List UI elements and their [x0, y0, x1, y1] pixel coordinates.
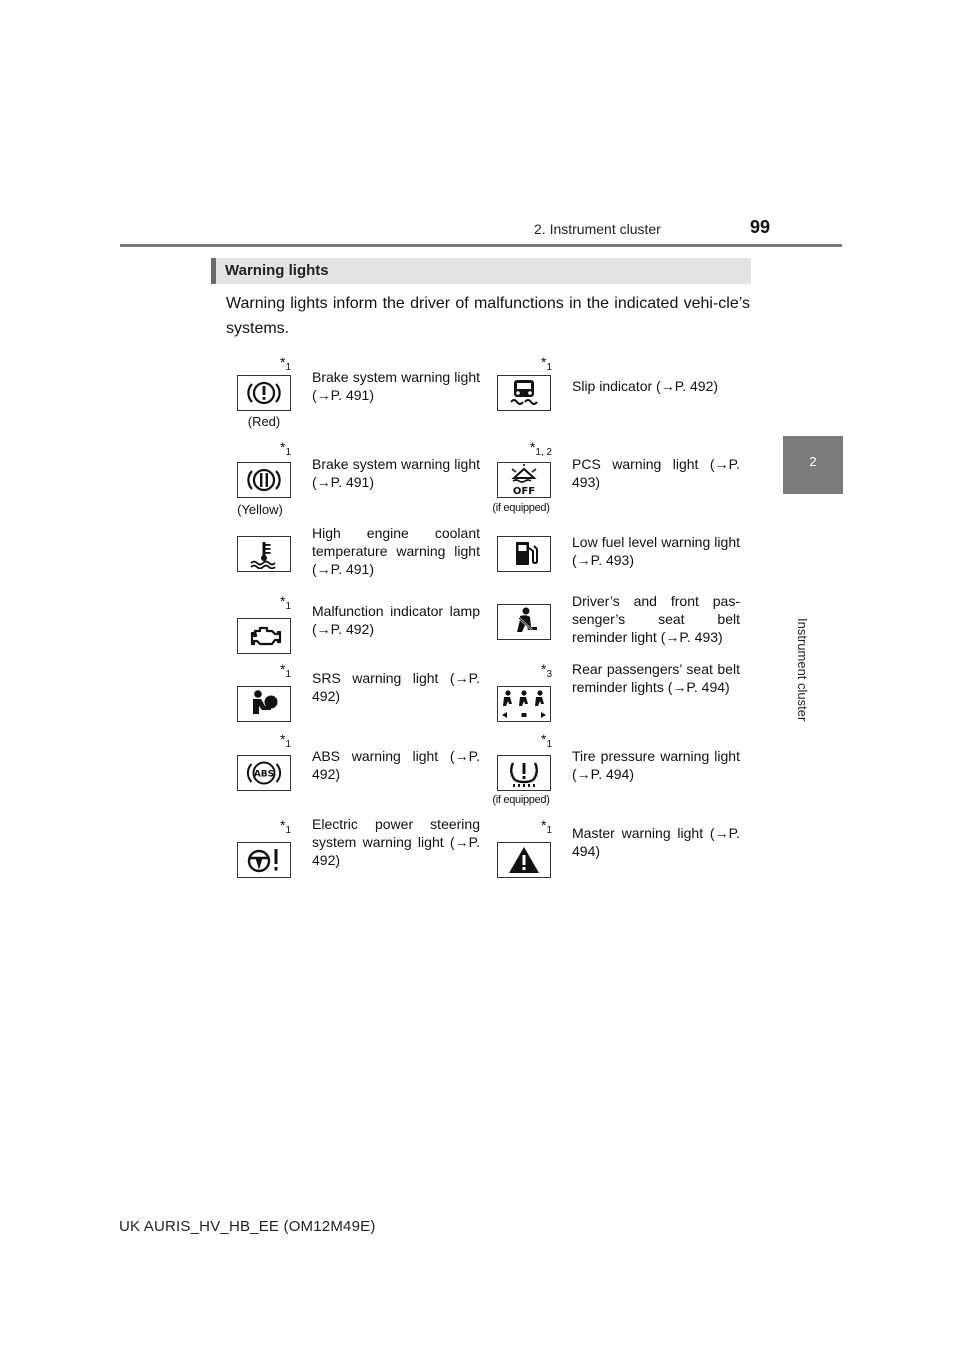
chapter-number: 2: [809, 454, 817, 469]
chapter-title: Instrument cluster: [795, 618, 810, 722]
light-description: Driver’s and front pas-senger’s seat belt reminder light (→P. 493): [572, 593, 740, 645]
steering-wheel-icon: [244, 845, 284, 875]
light-description: SRS warning light (→P. 492): [312, 670, 480, 704]
if-equipped-note: (if equipped): [492, 794, 550, 806]
pcs-off-icon: [504, 464, 544, 496]
brake-circle-icon: [244, 378, 284, 408]
slip-indicator-box: [497, 375, 551, 411]
low-fuel-box: [497, 536, 551, 572]
light-description: Electric power steering system warning light (→P. 492): [312, 816, 480, 868]
light-color-caption: (Red): [247, 414, 281, 429]
light-description: Brake system warning light (→P. 491): [312, 456, 480, 490]
section-heading-accent: [211, 258, 216, 284]
model-code-footer: UK AURIS_HV_HB_EE (OM12M49E): [119, 1218, 376, 1235]
brake-circle-icon: [244, 465, 284, 495]
fuel-pump-icon: [504, 539, 544, 569]
section-heading-bar: [211, 258, 751, 284]
malfunction-indicator-box: [237, 618, 291, 654]
light-description: Rear passengers’ seat belt reminder lights (→P. 494): [572, 661, 740, 695]
light-description: Brake system warning light (→P. 491): [312, 369, 480, 403]
footnote-marker: $*_1$: [279, 817, 291, 836]
brake-warning-yellow-box: [237, 462, 291, 498]
footnote-marker: $*_1$: [279, 354, 291, 373]
power-steering-warning-box: [237, 842, 291, 878]
seat-belt-icon: [504, 606, 544, 638]
light-description: ABS warning light (→P. 492): [312, 748, 480, 782]
rear-seat-belts-icon: [499, 688, 549, 720]
light-description: Slip indicator (→P. 492): [572, 378, 719, 394]
svg-text:OFF: OFF: [512, 486, 536, 496]
light-description: Malfunction indicator lamp (→P. 492): [312, 603, 480, 637]
light-color-caption: (Yellow): [237, 502, 283, 517]
section-intro: Warning lights inform the driver of malfunctions in the indicated vehi-cle’s systems.: [226, 295, 750, 337]
footnote-marker: $*_{1, 2}$: [529, 439, 552, 458]
light-description: Master warning light (→P. 494): [572, 825, 740, 859]
abs-icon: [244, 758, 284, 788]
brake-warning-red-box: [237, 375, 291, 411]
section-title: Warning lights: [225, 262, 329, 279]
tire-pressure-icon: [504, 757, 544, 789]
footnote-marker: $*_1$: [279, 661, 291, 680]
engine-icon: [244, 621, 284, 651]
footnote-marker: $*_1$: [279, 439, 291, 458]
footnote-marker: $*_1$: [540, 354, 552, 373]
if-equipped-note: (if equipped): [492, 502, 550, 514]
footnote-marker: $*_1$: [279, 731, 291, 750]
light-description: Low fuel level warning light (→P. 493): [572, 534, 740, 568]
footnote-marker: $*_3$: [540, 661, 552, 680]
chapter-side-label: [795, 470, 826, 722]
light-description: High engine coolant temperature warning light (→P. 491): [312, 525, 480, 577]
footnote-marker: $*_1$: [540, 817, 552, 836]
coolant-temperature-box: [237, 536, 291, 572]
rear-seat-belt-reminder-box: [497, 686, 551, 722]
light-description: PCS warning light (→P. 493): [572, 456, 740, 490]
pcs-warning-box: [497, 462, 551, 498]
srs-warning-box: [237, 686, 291, 722]
coolant-temperature-icon: [244, 539, 284, 569]
header-rule: [120, 244, 842, 247]
abs-warning-box: [237, 755, 291, 791]
tire-pressure-box: [497, 755, 551, 791]
slip-indicator-icon: [504, 378, 544, 408]
footnote-marker: $*_1$: [540, 731, 552, 750]
svg-text:ABS: ABS: [253, 769, 275, 780]
seat-belt-reminder-box: [497, 604, 551, 640]
master-warning-icon: [504, 844, 544, 876]
page-number: 99: [750, 217, 771, 237]
footnote-marker: $*_1$: [279, 593, 291, 612]
airbag-icon: [244, 688, 284, 720]
running-header-section: 2. Instrument cluster: [534, 221, 661, 237]
master-warning-box: [497, 842, 551, 878]
light-description: Tire pressure warning light (→P. 494): [572, 748, 740, 782]
